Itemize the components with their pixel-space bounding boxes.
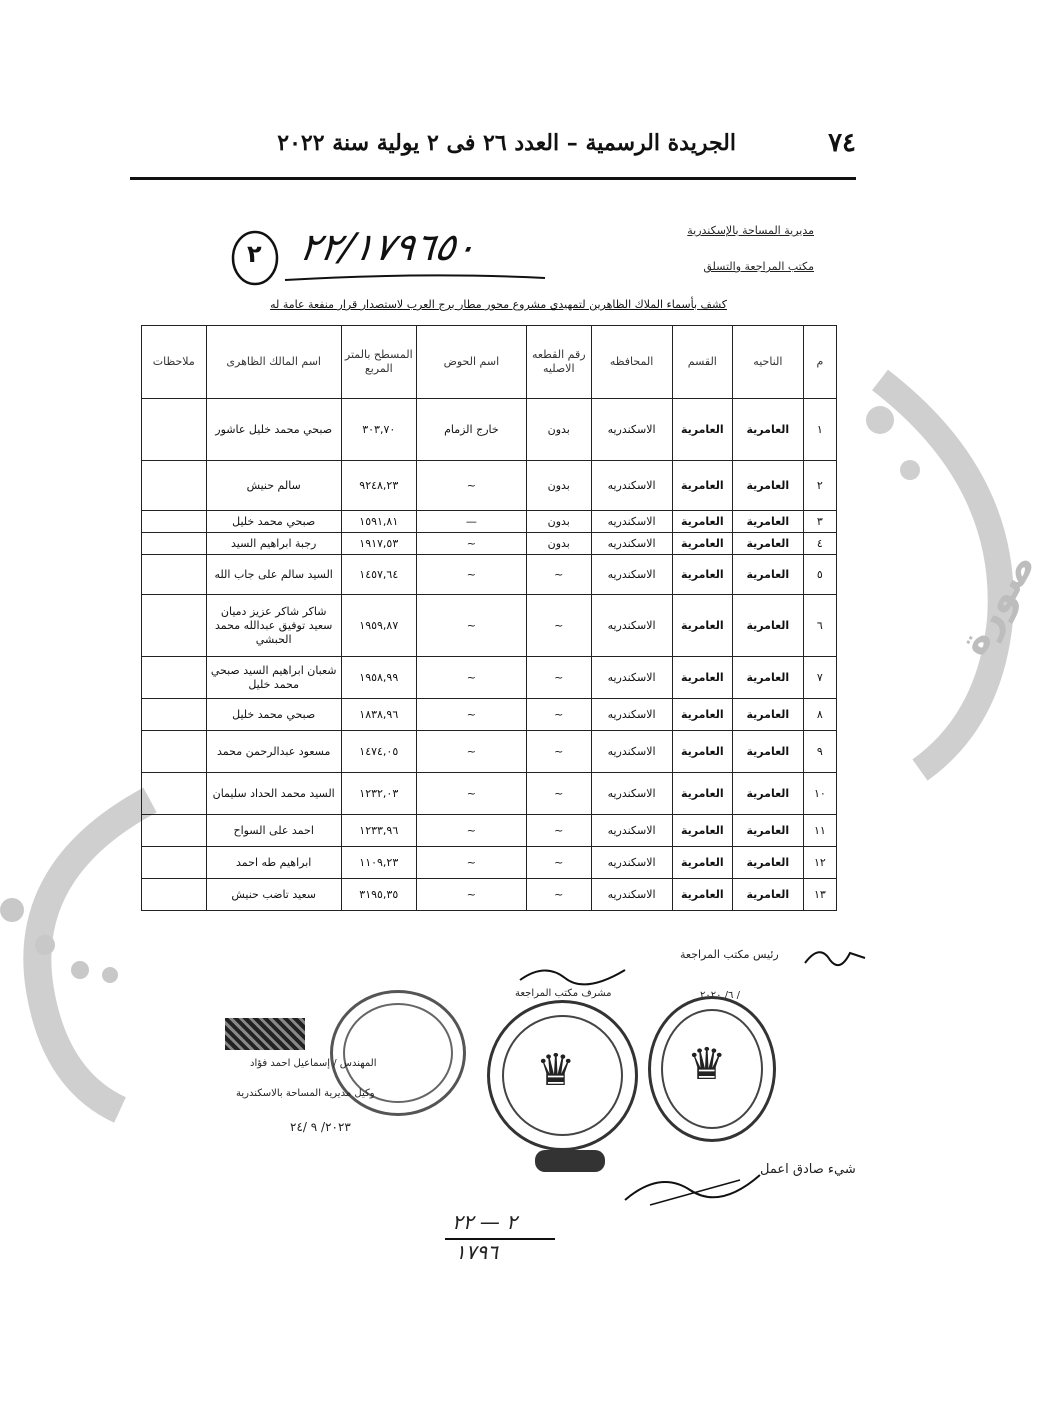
office-line-1: مديرية المساحة بالإسكندرية xyxy=(687,224,814,237)
row-notes xyxy=(142,815,207,847)
row-nahia: العامرية xyxy=(732,511,803,533)
row-area: ١٩٥٩,٨٧ xyxy=(341,595,416,657)
row-area: ١٨٣٨,٩٦ xyxy=(341,699,416,731)
row-plot-number: بدون xyxy=(527,461,592,511)
row-plot-number: ~ xyxy=(527,847,592,879)
row-owner-name: السيد محمد الحداد سليمان xyxy=(206,773,341,815)
row-basin-name: ~ xyxy=(416,773,526,815)
table-row xyxy=(142,773,837,815)
row-qism: العامرية xyxy=(672,657,732,699)
row-governorate: الاسكندريه xyxy=(591,461,672,511)
row-owner-name: سالم حنيش xyxy=(206,461,341,511)
row-area: ٣١٩٥,٣٥ xyxy=(341,879,416,911)
row-nahia: العامرية xyxy=(732,533,803,555)
page-header xyxy=(130,128,856,164)
ink-stamp-block xyxy=(225,1018,305,1050)
row-basin-name: ~ xyxy=(416,595,526,657)
row-notes xyxy=(142,657,207,699)
stamp-mark xyxy=(535,1150,605,1172)
review-head-label: رئيس مكتب المراجعة xyxy=(680,948,779,961)
office-line-2: مكتب المراجعة والتسلق xyxy=(703,260,814,273)
row-plot-number: ~ xyxy=(527,555,592,595)
official-stamp-center xyxy=(487,1000,638,1151)
row-basin-name: ~ xyxy=(416,555,526,595)
row-number: ٧ xyxy=(803,657,836,699)
header-qism: القسم xyxy=(672,326,732,399)
owners-table xyxy=(141,325,837,911)
row-owner-name: ابراهيم طه احمد xyxy=(206,847,341,879)
row-notes xyxy=(142,533,207,555)
table-row xyxy=(142,511,837,533)
row-number: ٦ xyxy=(803,595,836,657)
row-number: ١٢ xyxy=(803,847,836,879)
circled-number: ٢ xyxy=(247,240,262,268)
header-basin-name: اسم الحوض xyxy=(416,326,526,399)
signature-scribble-right xyxy=(800,938,870,978)
row-governorate: الاسكندريه xyxy=(591,699,672,731)
row-owner-name: شعبان ابراهيم السيد صبحي محمد خليل xyxy=(206,657,341,699)
header-owner-name: اسم المالك الظاهرى xyxy=(206,326,341,399)
header-area: المسطح بالمتر المربع xyxy=(341,326,416,399)
header-notes: ملاحظات xyxy=(142,326,207,399)
row-basin-name: ~ xyxy=(416,533,526,555)
row-owner-name: صبحي محمد خليل xyxy=(206,699,341,731)
row-qism: العامرية xyxy=(672,533,732,555)
row-governorate: الاسكندريه xyxy=(591,773,672,815)
row-plot-number: ~ xyxy=(527,879,592,911)
row-notes xyxy=(142,461,207,511)
row-number: ٨ xyxy=(803,699,836,731)
header-plot-number: رقم القطعه الاصليه xyxy=(527,326,592,399)
row-nahia: العامرية xyxy=(732,847,803,879)
header-governorate: المحافظه xyxy=(591,326,672,399)
watermark-text: صورة xyxy=(950,544,1045,663)
row-nahia: العامرية xyxy=(732,657,803,699)
table-row xyxy=(142,399,837,461)
date-right: / ٦/ ٢٠٢٠ xyxy=(700,990,740,1001)
row-nahia: العامرية xyxy=(732,699,803,731)
row-notes xyxy=(142,773,207,815)
row-qism: العامرية xyxy=(672,555,732,595)
row-qism: العامرية xyxy=(672,815,732,847)
row-plot-number: ~ xyxy=(527,815,592,847)
row-notes xyxy=(142,847,207,879)
eagle-emblem-icon: ♛ xyxy=(687,1039,727,1090)
row-number: ١٣ xyxy=(803,879,836,911)
row-area: ١٩١٧,٥٣ xyxy=(341,533,416,555)
row-qism: العامرية xyxy=(672,879,732,911)
row-qism: العامرية xyxy=(672,595,732,657)
watermark-arc-right xyxy=(840,360,1010,780)
row-qism: العامرية xyxy=(672,773,732,815)
row-area: ١٩٥٨,٩٩ xyxy=(341,657,416,699)
table-row xyxy=(142,555,837,595)
row-area: ١٤٥٧,٦٤ xyxy=(341,555,416,595)
row-governorate: الاسكندريه xyxy=(591,533,672,555)
row-nahia: العامرية xyxy=(732,461,803,511)
row-number: ١ xyxy=(803,399,836,461)
row-nahia: العامرية xyxy=(732,773,803,815)
row-owner-name: صبحي محمد خليل عاشور xyxy=(206,399,341,461)
row-qism: العامرية xyxy=(672,847,732,879)
row-basin-name: ~ xyxy=(416,461,526,511)
row-basin-name: — xyxy=(416,511,526,533)
supervisor-signature xyxy=(515,960,635,990)
row-governorate: الاسكندريه xyxy=(591,595,672,657)
row-plot-number: بدون xyxy=(527,511,592,533)
row-plot-number: ~ xyxy=(527,731,592,773)
row-governorate: الاسكندريه xyxy=(591,657,672,699)
row-owner-name: السيد سالم على جاب الله xyxy=(206,555,341,595)
eagle-emblem-icon: ♛ xyxy=(536,1045,576,1096)
row-number: ٤ xyxy=(803,533,836,555)
table-row xyxy=(142,657,837,699)
table-row xyxy=(142,847,837,879)
table-row xyxy=(142,815,837,847)
row-basin-name: خارج الزمام xyxy=(416,399,526,461)
row-notes xyxy=(142,699,207,731)
row-qism: العامرية xyxy=(672,511,732,533)
gazette-title: الجريدة الرسمية – العدد ٢٦ فى ٢ يولية سنة ٢٠٢٢ xyxy=(277,130,736,156)
table-header-row xyxy=(142,326,837,399)
row-basin-name: ~ xyxy=(416,699,526,731)
row-plot-number: ~ xyxy=(527,595,592,657)
row-plot-number: ~ xyxy=(527,773,592,815)
header-nahia: الناحيه xyxy=(732,326,803,399)
row-nahia: العامرية xyxy=(732,595,803,657)
row-qism: العامرية xyxy=(672,731,732,773)
handwritten-signature-bottom xyxy=(620,1160,770,1210)
table-row xyxy=(142,731,837,773)
row-number: ٥ xyxy=(803,555,836,595)
row-area: ١٢٣٢,٠٣ xyxy=(341,773,416,815)
director-label: وكيل مديرية المساحة بالاسكندرية xyxy=(236,1088,375,1099)
row-nahia: العامرية xyxy=(732,555,803,595)
row-number: ٢ xyxy=(803,461,836,511)
row-nahia: العامرية xyxy=(732,815,803,847)
row-governorate: الاسكندريه xyxy=(591,399,672,461)
row-plot-number: ~ xyxy=(527,657,592,699)
row-governorate: الاسكندريه xyxy=(591,847,672,879)
row-notes xyxy=(142,731,207,773)
row-basin-name: ~ xyxy=(416,657,526,699)
row-notes xyxy=(142,511,207,533)
row-basin-name: ~ xyxy=(416,879,526,911)
row-plot-number: بدون xyxy=(527,399,592,461)
row-number: ٩ xyxy=(803,731,836,773)
row-qism: العامرية xyxy=(672,699,732,731)
row-number: ١٠ xyxy=(803,773,836,815)
handwritten-note: شيء صادق اعمل xyxy=(760,1162,856,1177)
table-row xyxy=(142,461,837,511)
footer-number-top: ٢ — ٢٢ xyxy=(452,1210,517,1234)
row-owner-name: مسعود عبدالرحمن محمد xyxy=(206,731,341,773)
row-area: ١٥٩١,٨١ xyxy=(341,511,416,533)
row-governorate: الاسكندريه xyxy=(591,555,672,595)
owners-table-body xyxy=(142,399,837,911)
row-owner-name: شاكر شاكر عزيز دميان سعيد توفيق عبدالله محمد الحبشي xyxy=(206,595,341,657)
table-row xyxy=(142,595,837,657)
date-left: ٢٠٢٣/ ٩ /٢٤ xyxy=(290,1120,351,1134)
row-notes xyxy=(142,399,207,461)
row-nahia: العامرية xyxy=(732,879,803,911)
table-row xyxy=(142,533,837,555)
engineer-label: المهندس / إسماعيل احمد فؤاد xyxy=(250,1058,377,1069)
row-basin-name: ~ xyxy=(416,847,526,879)
row-notes xyxy=(142,555,207,595)
row-area: ١٢٣٣,٩٦ xyxy=(341,815,416,847)
row-notes xyxy=(142,595,207,657)
document-title: كشف بأسماء الملاك الظاهرين لتمهيدي مشروع محور مطار برج العرب لاستصدار قرار منفعة عامة له xyxy=(270,298,727,311)
row-qism: العامرية xyxy=(672,399,732,461)
row-area: ١١٠٩,٢٣ xyxy=(341,847,416,879)
table-row xyxy=(142,699,837,731)
row-governorate: الاسكندريه xyxy=(591,879,672,911)
row-qism: العامرية xyxy=(672,461,732,511)
footer-number-bottom: ١٧٩٦ xyxy=(455,1240,498,1264)
row-plot-number: بدون xyxy=(527,533,592,555)
official-stamp-right xyxy=(648,996,776,1142)
row-area: ٣٠٣,٧٠ xyxy=(341,399,416,461)
row-governorate: الاسكندريه xyxy=(591,511,672,533)
row-nahia: العامرية xyxy=(732,731,803,773)
row-owner-name: احمد على السواح xyxy=(206,815,341,847)
row-owner-name: رجبة ابراهيم السيد xyxy=(206,533,341,555)
row-number: ١١ xyxy=(803,815,836,847)
row-owner-name: سعيد تاضب حنيش xyxy=(206,879,341,911)
row-nahia: العامرية xyxy=(732,399,803,461)
page-number: ٧٤ xyxy=(828,128,856,158)
supervisor-label: مشرف مكتب المراجعة xyxy=(515,988,612,999)
row-basin-name: ~ xyxy=(416,731,526,773)
row-area: ١٤٧٤,٠٥ xyxy=(341,731,416,773)
row-owner-name: صبحي محمد خليل xyxy=(206,511,341,533)
header-divider xyxy=(130,177,856,180)
handwritten-reference-number: ٢٢/١٧٩٦٥٠ xyxy=(296,225,480,269)
row-governorate: الاسكندريه xyxy=(591,731,672,773)
row-basin-name: ~ xyxy=(416,815,526,847)
header-num: م xyxy=(803,326,836,399)
row-notes xyxy=(142,879,207,911)
row-plot-number: ~ xyxy=(527,699,592,731)
table-row xyxy=(142,879,837,911)
row-area: ٩٢٤٨,٢٣ xyxy=(341,461,416,511)
row-number: ٣ xyxy=(803,511,836,533)
row-governorate: الاسكندريه xyxy=(591,815,672,847)
